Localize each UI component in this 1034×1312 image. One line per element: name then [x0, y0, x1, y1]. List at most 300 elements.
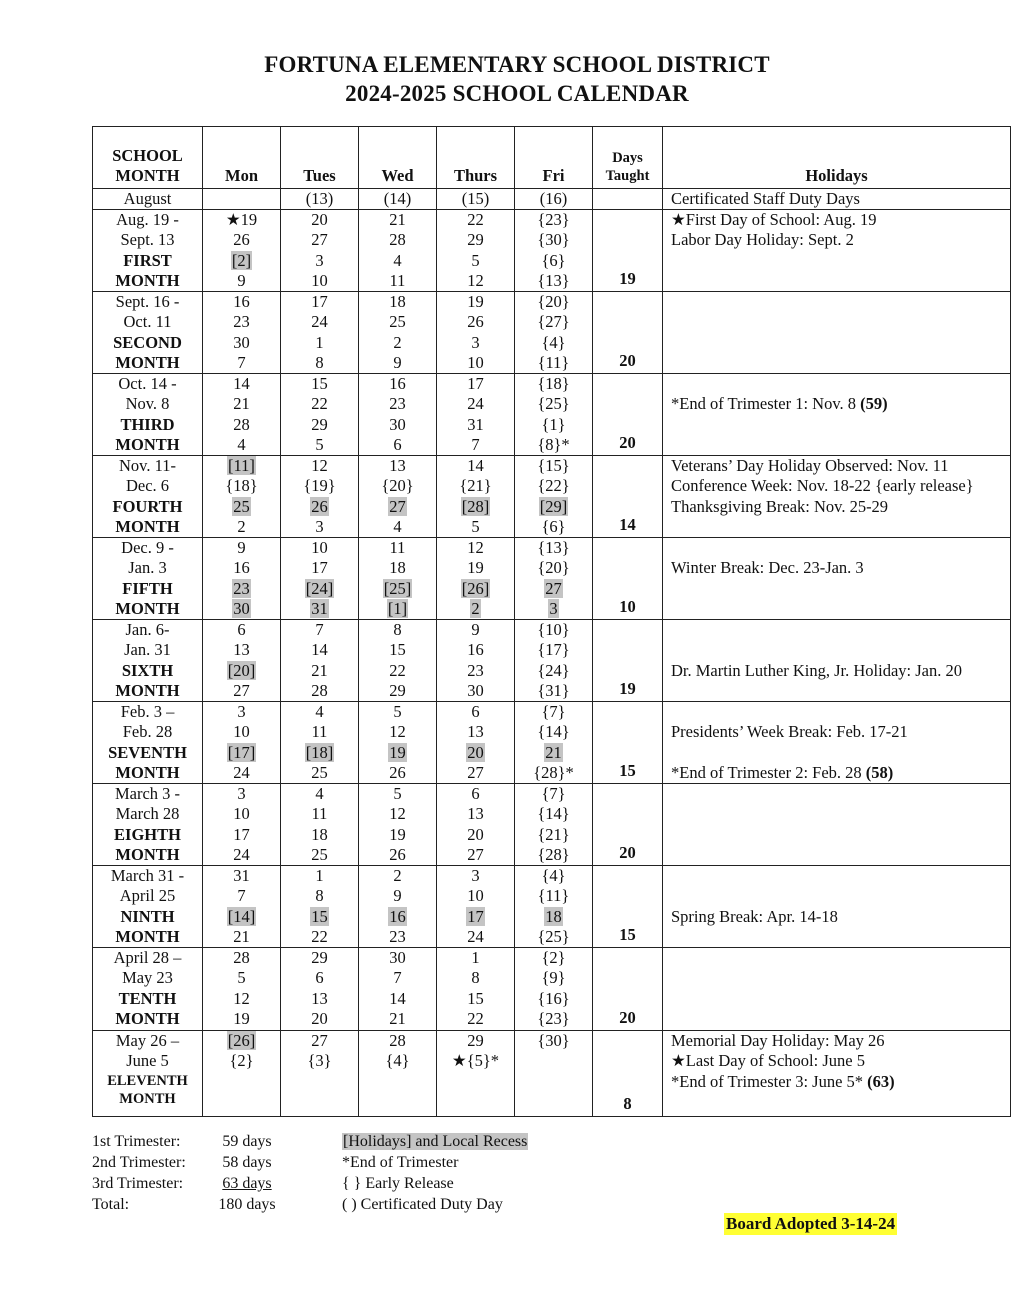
date-cell: 3: [315, 250, 324, 270]
date-cell: 3: [237, 702, 246, 721]
date-cell: {7}: [541, 702, 566, 721]
month-ordinal: TENTH: [118, 988, 177, 1008]
date-cell: 26: [311, 496, 328, 516]
date-cell: 4: [315, 784, 324, 803]
month-date-range: April 25: [119, 886, 176, 906]
date-cell: 1: [315, 332, 324, 352]
day-column-thurs: [437, 784, 515, 866]
date-cell: 2: [471, 598, 480, 618]
day-column-mon: [203, 866, 281, 948]
month-ordinal: EIGHTH: [114, 824, 181, 844]
date-cell: 22: [389, 660, 406, 680]
date-cell: 27: [311, 1031, 328, 1050]
holiday-note: [671, 538, 1010, 558]
date-cell: 24: [233, 844, 250, 864]
date-cell: 17: [467, 906, 484, 926]
august-days: [593, 189, 663, 210]
date-cell: {4}: [541, 332, 566, 352]
header-mon: Mon: [203, 127, 281, 189]
day-column-fri: [515, 866, 593, 948]
date-cell: {6}: [541, 516, 566, 536]
date-cell: 25: [389, 312, 406, 332]
date-cell: 14: [389, 988, 406, 1008]
month-label: [93, 456, 203, 538]
august-label: August: [93, 189, 203, 210]
date-cell: [24]: [305, 578, 334, 598]
day-column-wed: [359, 292, 437, 374]
month-date-range: Aug. 19 -: [116, 210, 179, 229]
month-date-range: Jan. 3: [128, 558, 167, 578]
date-cell: 18: [389, 292, 406, 311]
day-column-tues: [281, 292, 359, 374]
august-thurs: (15): [437, 189, 515, 210]
date-cell: 3: [471, 332, 480, 352]
date-cell: 20: [311, 210, 328, 229]
date-cell: {24}: [537, 660, 570, 680]
month-label: [93, 538, 203, 620]
day-column-wed: [359, 620, 437, 702]
holiday-note: Memorial Day Holiday: May 26: [671, 1031, 885, 1050]
date-cell: {18}: [225, 476, 258, 496]
holiday-note: [671, 374, 1010, 394]
trimester-label: 1st Trimester:: [92, 1133, 181, 1150]
date-cell: {20}: [537, 292, 570, 311]
date-cell: 28: [311, 680, 328, 700]
date-cell: 4: [237, 434, 246, 454]
date-cell: 12: [467, 538, 484, 557]
holiday-note: ★First Day of School: Aug. 19: [671, 210, 877, 229]
header-holidays: Holidays: [663, 127, 1011, 189]
month-row: [93, 784, 1011, 866]
trimester-value: 59 days: [222, 1133, 272, 1150]
day-column-fri: [515, 620, 593, 702]
month-ordinal: MONTH: [115, 434, 180, 454]
days-taught: 20: [593, 374, 663, 456]
date-cell: 11: [389, 538, 406, 557]
date-cell: 30: [233, 332, 250, 352]
date-cell: 28: [389, 230, 406, 250]
day-column-tues: [281, 702, 359, 784]
day-column-wed: [359, 210, 437, 292]
date-cell: 1: [315, 866, 324, 885]
days-taught: 8: [593, 1031, 663, 1117]
date-cell: {2}: [229, 1051, 254, 1071]
header-wed: Wed: [359, 127, 437, 189]
date-cell: 19: [389, 824, 406, 844]
date-cell: {1}: [541, 414, 566, 434]
month-date-range: Feb. 28: [122, 722, 173, 742]
month-date-range: May 23: [122, 968, 173, 988]
date-cell: 16: [233, 292, 250, 311]
trimester-label: 2nd Trimester:: [92, 1154, 186, 1171]
date-cell: {7}: [541, 784, 566, 803]
date-cell: 27: [467, 844, 484, 864]
header-thurs: Thurs: [437, 127, 515, 189]
date-cell: {10}: [537, 620, 570, 639]
legend-end-trimester: *End of Trimester: [342, 1154, 459, 1171]
month-rows: [93, 210, 1011, 1117]
date-cell: 18: [545, 906, 562, 926]
date-cell: [2]: [231, 250, 252, 270]
month-label: [93, 374, 203, 456]
day-column-fri: [515, 784, 593, 866]
date-cell: [26]: [227, 1031, 256, 1050]
holiday-note: Dr. Martin Luther King, Jr. Holiday: Jan. 20: [671, 660, 963, 680]
holiday-note: Spring Break: Apr. 14-18: [671, 906, 838, 926]
date-cell: 9: [393, 886, 402, 906]
holiday-note: [671, 702, 1010, 722]
day-column-mon: [203, 702, 281, 784]
month-row: [93, 456, 1011, 538]
date-cell: [28]: [461, 496, 490, 516]
month-date-range: April 28 –: [113, 948, 182, 967]
month-ordinal: MONTH: [115, 762, 180, 782]
holiday-note: [671, 948, 1010, 968]
date-cell: 19: [233, 1008, 250, 1028]
month-date-range: Oct. 14 -: [118, 374, 177, 393]
month-ordinal: MONTH: [115, 352, 180, 372]
holiday-note: [671, 517, 1010, 537]
date-cell: 16: [389, 374, 406, 393]
header-row: [93, 127, 1011, 189]
legend-holidays: [Holidays] and Local Recess: [343, 1133, 528, 1150]
date-cell: {3}: [307, 1051, 332, 1071]
date-cell: 28: [233, 948, 250, 967]
day-column-thurs: [437, 374, 515, 456]
month-label: [93, 210, 203, 292]
date-cell: [18]: [305, 742, 334, 762]
holiday-notes: [663, 1031, 1011, 1117]
date-cell: 17: [311, 558, 328, 578]
date-cell: [17]: [227, 742, 256, 762]
days-taught: 20: [593, 292, 663, 374]
date-cell: 2: [393, 332, 402, 352]
date-cell: 15: [311, 906, 328, 926]
date-cell: 15: [467, 988, 484, 1008]
date-cell: 9: [471, 620, 480, 639]
date-cell: {28}*: [533, 762, 574, 782]
days-taught: 10: [593, 538, 663, 620]
date-cell: 29: [311, 414, 328, 434]
date-cell: 30: [233, 598, 250, 618]
day-column-wed: [359, 948, 437, 1031]
month-ordinal: MONTH: [115, 1008, 180, 1028]
trimester-days-count: (58): [865, 762, 894, 782]
month-date-range: Oct. 11: [123, 312, 172, 332]
date-cell: 22: [467, 210, 484, 229]
date-cell: 5: [393, 702, 402, 721]
month-date-range: Jan. 6-: [125, 620, 170, 639]
month-ordinal: SIXTH: [121, 660, 174, 680]
day-column-mon: [203, 374, 281, 456]
date-cell: 12: [389, 722, 406, 742]
day-column-mon: [203, 538, 281, 620]
date-cell: 7: [471, 434, 480, 454]
date-cell: 20: [467, 742, 484, 762]
date-cell: 21: [389, 210, 406, 229]
trimester-days-count: (59): [860, 394, 888, 414]
date-cell: 11: [311, 804, 328, 824]
date-cell: {22}: [537, 476, 570, 496]
trimester-value: 180 days: [218, 1196, 276, 1213]
header-taught: Taught: [605, 168, 650, 184]
month-date-range: March 31 -: [110, 866, 185, 885]
holiday-note: ★Last Day of School: June 5: [671, 1051, 865, 1071]
holiday-notes: [663, 374, 1011, 456]
date-cell: {20}: [381, 476, 414, 496]
month-date-range: Dec. 6: [125, 476, 170, 496]
date-cell: 7: [237, 886, 246, 906]
day-column-wed: [359, 456, 437, 538]
holiday-note: [671, 415, 1010, 435]
month-label: [93, 784, 203, 866]
date-cell: 5: [237, 968, 246, 988]
day-column-mon: [203, 456, 281, 538]
trimester-days-count: (63): [867, 1071, 895, 1091]
holiday-note: [671, 333, 1010, 353]
month-ordinal: FOURTH: [112, 496, 183, 516]
date-cell: 24: [311, 312, 328, 332]
month-ordinal: FIFTH: [122, 578, 173, 598]
header-days-taught: [593, 127, 663, 189]
day-column-tues: [281, 620, 359, 702]
day-column-thurs: [437, 702, 515, 784]
holiday-note: [671, 292, 1010, 312]
month-ordinal: MONTH: [115, 680, 180, 700]
date-cell: 3: [315, 516, 324, 536]
date-cell: {21}: [537, 824, 570, 844]
day-column-fri: [515, 948, 593, 1031]
holiday-note: [671, 743, 1010, 763]
holiday-notes: [663, 456, 1011, 538]
day-column-tues: [281, 948, 359, 1031]
date-cell: 22: [467, 1008, 484, 1028]
days-taught: 19: [593, 620, 663, 702]
month-row: [93, 538, 1011, 620]
date-cell: 4: [315, 702, 324, 721]
month-row: [93, 866, 1011, 948]
date-cell: 3: [237, 784, 246, 803]
month-ordinal: MONTH: [115, 844, 180, 864]
date-cell: 27: [311, 230, 328, 250]
date-cell: {25}: [537, 394, 570, 414]
holiday-note: [671, 1009, 1010, 1029]
month-row: [93, 948, 1011, 1031]
month-date-range: Dec. 9 -: [121, 538, 174, 557]
date-cell: 5: [471, 250, 480, 270]
holiday-note: *End of Trimester 2: Feb. 28 (58): [671, 762, 894, 782]
date-cell: {25}: [537, 926, 570, 946]
date-cell: {17}: [537, 640, 570, 660]
month-date-range: March 3 -: [114, 784, 181, 803]
date-cell: 27: [389, 496, 406, 516]
day-column-fri: [515, 210, 593, 292]
day-column-mon: [203, 210, 281, 292]
legend-early-release: { } Early Release: [342, 1175, 454, 1192]
date-cell: 6: [471, 784, 480, 803]
date-cell: 4: [393, 516, 402, 536]
day-column-fri: [515, 292, 593, 374]
date-cell: 23: [467, 660, 484, 680]
date-cell: {14}: [537, 722, 570, 742]
date-cell: 8: [315, 352, 324, 372]
month-date-range: Sept. 16 -: [115, 292, 180, 311]
date-cell: 7: [393, 968, 402, 988]
date-cell: 29: [389, 680, 406, 700]
date-cell: 10: [467, 886, 484, 906]
august-duty-row: [93, 189, 1011, 210]
holiday-note: Labor Day Holiday: Sept. 2: [671, 230, 854, 250]
trimester-row: [92, 1173, 282, 1194]
date-cell: 24: [233, 762, 250, 782]
date-cell: 20: [467, 824, 484, 844]
month-date-range: Nov. 11-: [119, 456, 176, 475]
holiday-note: [671, 968, 1010, 988]
date-cell: ★19: [225, 210, 258, 229]
day-column-thurs: [437, 948, 515, 1031]
month-date-range: May 26 –: [115, 1031, 180, 1050]
date-cell: {4}: [541, 866, 566, 885]
holiday-note: [671, 927, 1010, 947]
month-label: [93, 948, 203, 1031]
date-cell: 30: [389, 414, 406, 434]
date-cell: 10: [311, 538, 328, 557]
date-cell: 21: [311, 660, 328, 680]
holiday-note: Presidents’ Week Break: Feb. 17-21: [671, 722, 908, 742]
date-cell: {19}: [303, 476, 336, 496]
date-cell: 31: [467, 414, 484, 434]
day-column-thurs: [437, 210, 515, 292]
date-cell: 6: [393, 434, 402, 454]
date-cell: 3: [471, 866, 480, 885]
date-cell: 6: [471, 702, 480, 721]
date-cell: 11: [389, 270, 406, 290]
day-column-wed: [359, 702, 437, 784]
month-ordinal: MONTH: [115, 270, 180, 290]
date-cell: 29: [467, 1031, 484, 1050]
date-cell: 9: [237, 270, 246, 290]
trimester-value: 58 days: [222, 1154, 272, 1171]
date-cell: 17: [233, 824, 250, 844]
date-cell: {14}: [537, 804, 570, 824]
holiday-notes: [663, 784, 1011, 866]
month-ordinal: SEVENTH: [108, 742, 187, 762]
date-cell: 12: [467, 270, 484, 290]
date-cell: 19: [467, 292, 484, 311]
date-cell: 6: [315, 968, 324, 988]
holiday-note: [671, 599, 1010, 619]
date-cell: 21: [233, 926, 250, 946]
date-cell: 24: [467, 394, 484, 414]
date-cell: 17: [311, 292, 328, 311]
date-cell: 22: [311, 394, 328, 414]
date-cell: [1]: [387, 598, 408, 618]
date-cell: [26]: [461, 578, 490, 598]
days-taught: 19: [593, 210, 663, 292]
date-cell: {28}: [537, 844, 570, 864]
day-column-fri: [515, 456, 593, 538]
date-cell: 11: [311, 722, 328, 742]
date-cell: 9: [237, 538, 246, 557]
date-cell: 18: [389, 558, 406, 578]
date-cell: [29]: [539, 496, 568, 516]
date-cell: 12: [389, 804, 406, 824]
date-cell: 8: [315, 886, 324, 906]
date-cell: 23: [233, 578, 250, 598]
august-holidays: Certificated Staff Duty Days: [663, 189, 1011, 210]
holiday-note: [671, 353, 1010, 373]
month-ordinal: SECOND: [113, 332, 182, 352]
day-column-tues: [281, 866, 359, 948]
holiday-notes: [663, 620, 1011, 702]
month-date-range: Nov. 8: [125, 394, 170, 414]
header-school: SCHOOL: [112, 146, 183, 165]
date-cell: 23: [389, 926, 406, 946]
date-cell: 13: [389, 456, 406, 475]
day-column-fri: [515, 374, 593, 456]
day-column-tues: [281, 456, 359, 538]
date-cell: 27: [233, 680, 250, 700]
holiday-note: [671, 866, 1010, 886]
date-cell: 5: [471, 516, 480, 536]
month-row: [93, 702, 1011, 784]
header-days: Days: [612, 150, 643, 166]
holiday-note: *End of Trimester 3: June 5* (63): [671, 1071, 895, 1091]
date-cell: 14: [467, 456, 484, 475]
holiday-note: [671, 804, 1010, 824]
date-cell: 10: [233, 804, 250, 824]
day-column-tues: [281, 784, 359, 866]
holiday-notes: [663, 702, 1011, 784]
holiday-note: [671, 681, 1010, 701]
date-cell: [11]: [228, 456, 255, 475]
date-cell: 7: [237, 352, 246, 372]
holiday-note: Conference Week: Nov. 18-22 {early release}: [671, 476, 974, 496]
holiday-note: [671, 620, 1010, 640]
date-cell: 25: [233, 496, 250, 516]
day-column-thurs: [437, 866, 515, 948]
date-cell: {2}: [541, 948, 566, 967]
date-cell: 15: [311, 374, 328, 393]
date-cell: [25]: [383, 578, 412, 598]
trimester-row: [92, 1152, 282, 1173]
date-cell: {20}: [537, 558, 570, 578]
holiday-notes: [663, 210, 1011, 292]
date-cell: 10: [311, 270, 328, 290]
day-column-wed: [359, 784, 437, 866]
holiday-note: [671, 312, 1010, 332]
month-ordinal: THIRD: [120, 414, 175, 434]
date-cell: 30: [467, 680, 484, 700]
day-column-thurs: [437, 292, 515, 374]
month-date-range: Sept. 13: [120, 230, 175, 250]
date-cell: 13: [467, 804, 484, 824]
trimester-row: [92, 1131, 282, 1152]
holiday-note: Thanksgiving Break: Nov. 25-29: [671, 496, 889, 516]
date-cell: [20]: [227, 660, 256, 680]
month-label: [93, 702, 203, 784]
date-cell: 26: [389, 844, 406, 864]
day-column-fri: [515, 702, 593, 784]
month-row: [93, 210, 1011, 292]
date-cell: {11}: [537, 886, 570, 906]
holiday-note: [671, 579, 1010, 599]
holiday-note: [671, 435, 1010, 455]
date-cell: 21: [389, 1008, 406, 1028]
trimester-row: [92, 1194, 282, 1215]
holiday-note: [671, 845, 1010, 865]
date-cell: [14]: [227, 906, 256, 926]
